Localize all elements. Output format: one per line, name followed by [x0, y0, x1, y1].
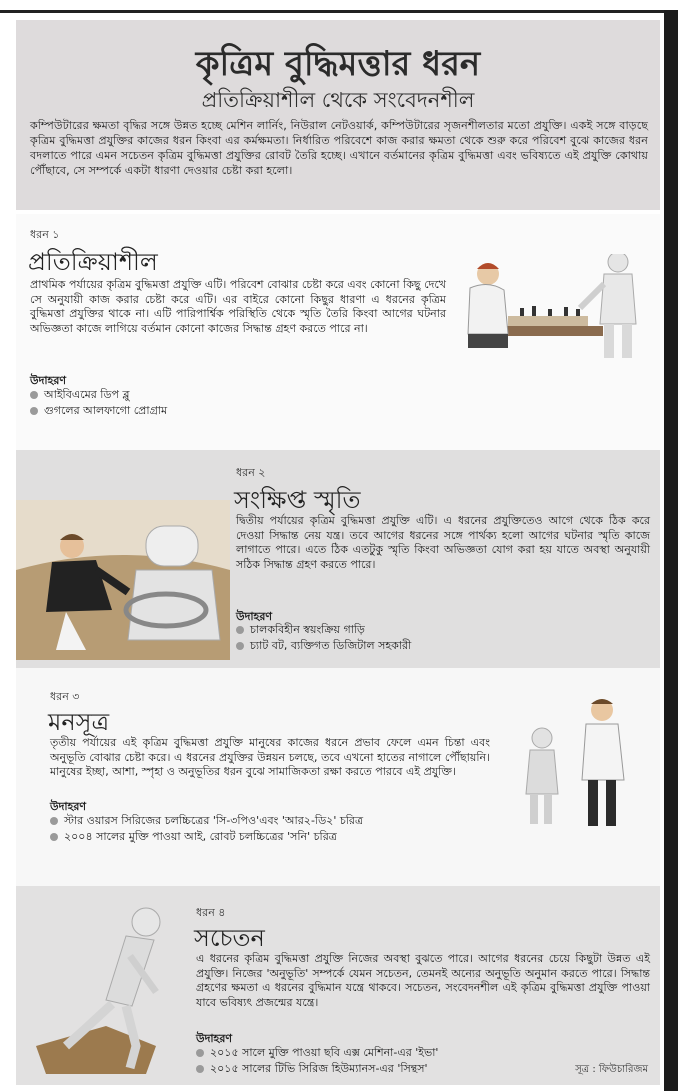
type-1-example-label: উদাহরণ — [30, 374, 67, 387]
top-rule — [0, 0, 678, 13]
type-2-examples — [236, 622, 411, 654]
type-1-name: প্রতিক্রিয়াশীল — [28, 248, 158, 276]
page-subtitle: প্রতিক্রিয়াশীল থেকে সংবেদনশীল — [201, 88, 475, 112]
bullet-icon — [196, 1049, 204, 1057]
list-item: ২০১৫ সালে মুক্তি পাওয়া ছবি এক্স মেশিনা-এর 'ইভা' — [196, 1045, 438, 1061]
type-2-body: দ্বিতীয় পর্যায়ের কৃত্রিম বুদ্ধিমত্তা প্রযুক্তি এটি। এ ধরনের প্রযুক্তিতেও আগে থেকে ঠিক করে দেওয়া সিদ্ধান্ত নেয় যন্ত্র। তবে আগের ধরনের সঙ্গে পার্থক্য হলো আগের ঘটনার স্মৃতি কাজে লাগাতে পারে। এতে ঠিক এতটুকু স্মৃতি কিংবা অভিজ্ঞতা যোগ করা হয় যাতে অবস্থা অনুযায়ী সঠিক সিদ্ধান্ত গ্রহণ করতে পারে। — [236, 514, 650, 571]
bullet-icon — [236, 642, 244, 650]
chess-player-robot-illustration — [448, 254, 648, 364]
thinking-robot-illustration — [26, 896, 186, 1076]
type-1-kind: ধরন ১ — [30, 228, 60, 241]
type-3-section — [16, 668, 660, 886]
intro-paragraph: কম্পিউটারের ক্ষমতা বৃদ্ধির সঙ্গে উন্নত হচ্ছে মেশিন লার্নিং, নিউরাল নেটওয়ার্ক, কম্পিউটারের সৃজনশীলতার মতো প্রযুক্তি। একই সঙ্গে বাড়ছে কৃত্রিম বুদ্ধিমত্তা প্রযুক্তির কাজের ধরন কিংবা এর কর্মক্ষমতা। নির্ধারিত পরিবেশে কাজ করার ক্ষমতা থেকে শুরু করে পরিবেশ বুঝে কাজের ধরন বদলাতে পারে এমন সচেতন কৃত্রিম বুদ্ধিমত্তা প্রযুক্তির রোবট তৈরি হচ্ছে। এখানে বর্তমানের কৃত্রিম বুদ্ধিমত্তা এবং ভবিষ্যতে এই প্রযুক্তি কোথায় পৌঁছাবে, সে সম্পর্কে একটা ধারণা দেওয়ার চেষ্টা করা হলো। — [30, 119, 648, 177]
bullet-icon — [30, 407, 38, 415]
type-4-examples — [196, 1045, 438, 1077]
type-2-kind: ধরন ২ — [236, 466, 266, 479]
page-title: কৃত্রিম বুদ্ধিমত্তার ধরন — [195, 44, 481, 84]
type-3-name: মনসূত্র — [48, 708, 110, 736]
list-item: গুগলের আলফাগো প্রোগ্রাম — [30, 403, 167, 419]
type-2-name: সংক্ষিপ্ত স্মৃতি — [234, 486, 361, 514]
type-4-name: সচেতন — [194, 924, 265, 952]
human-and-robot-illustration — [506, 694, 646, 830]
bullet-icon — [50, 817, 58, 825]
type-1-body: প্রাথমিক পর্যায়ের কৃত্রিম বুদ্ধিমত্তা প্রযুক্তি এটি। পরিবেশ বোঝার চেষ্টা করে এবং কোনো কিছু দেখে সে অনুযায়ী কাজ করার চেষ্টা করে এটি। এর বাইরে কোনো কিছুর ধারণা এ ধরনের কৃত্রিম বুদ্ধিমত্তা প্রযুক্তির থাকে না। এটি পারিপার্শ্বিক পরিস্থিতি থেকে স্মৃতি তৈরি কিংবা আগের ঘটনার অভিজ্ঞতা কাজে লাগিয়ে বর্তমান কোনো কাজের সিদ্ধান্ত গ্রহণ করতে পারে না। — [30, 278, 446, 335]
type-4-section — [16, 886, 660, 1085]
header-panel — [16, 20, 660, 210]
list-item: ২০০৪ সালের মুক্তি পাওয়া আই, রোবট চলচ্চিত্রের 'সনি' চরিত্র — [50, 829, 363, 845]
list-item: ২০১৫ সালের টিভি সিরিজ হিউম্যানস-এর 'সিন্থস' — [196, 1061, 438, 1077]
type-4-example-label: উদাহরণ — [196, 1032, 233, 1045]
type-4-kind: ধরন ৪ — [196, 906, 226, 919]
type-2-section — [16, 450, 660, 668]
bullet-icon — [50, 833, 58, 841]
right-edge-bar — [664, 10, 678, 1091]
list-item: চ্যাট বট, ব্যক্তিগত ডিজিটাল সহকারী — [236, 638, 411, 654]
source-credit: সূত্র : ফিউচারিজম — [575, 1064, 648, 1075]
list-item: স্টার ওয়ারস সিরিজের চলচ্চিত্রের 'সি-৩পিও'এবং 'আর২-ডি২' চরিত্র — [50, 813, 363, 829]
type-1-section — [16, 214, 660, 450]
bullet-icon — [236, 626, 244, 634]
list-item: চালকবিহীন স্বয়ংক্রিয় গাড়ি — [236, 622, 411, 638]
type-1-examples — [30, 387, 167, 419]
type-2-example-label: উদাহরণ — [236, 610, 273, 623]
car-driver-robot-illustration — [16, 500, 230, 660]
bullet-icon — [196, 1065, 204, 1073]
type-4-body: এ ধরনের কৃত্রিম বুদ্ধিমত্তা প্রযুক্তি নিজের অবস্থা বুঝতে পারে। আগের ধরনের চেয়ে কিছুটা উন্নত এই প্রযুক্তি। নিজের 'অনুভূতি' সম্পর্কে যেমন সচেতন, তেমনই অন্যের অনুভূতি অনুমান করতে পারে। সিদ্ধান্ত গ্রহণের ক্ষমতা এ ধরনের বুদ্ধিমান যন্ত্রে থাকবে। সচেতন, সংবেদনশীল এই কৃত্রিম বুদ্ধিমত্তা প্রযুক্তি পাওয়া যাবে ভবিষ্যৎ প্রজন্মের যন্ত্রে। — [196, 952, 650, 1009]
bullet-icon — [30, 391, 38, 399]
infographic-sheet — [16, 20, 660, 1085]
type-3-kind: ধরন ৩ — [50, 690, 80, 703]
type-3-examples — [50, 813, 363, 845]
type-3-body: তৃতীয় পর্যায়ের এই কৃত্রিম বুদ্ধিমত্তা প্রযুক্তি মানুষের কাজের ধরনে প্রভাব ফেলে এমন চিন্তা এবং অনুভূতি বোঝার চেষ্টা করে। এ ধরনের প্রযুক্তির উন্নয়ন চলছে, তবে এখনো হাতের নাগালে পৌঁছায়নি। মানুষের ইচ্ছা, আশা, স্পৃহা ও অনুভূতির ধরন বুঝে সামাজিকতা রক্ষা করতে পারবে এই প্রযুক্তি। — [50, 736, 490, 778]
list-item: আইবিএমের ডিপ ব্লু — [30, 387, 167, 403]
type-3-example-label: উদাহরণ — [50, 800, 87, 813]
